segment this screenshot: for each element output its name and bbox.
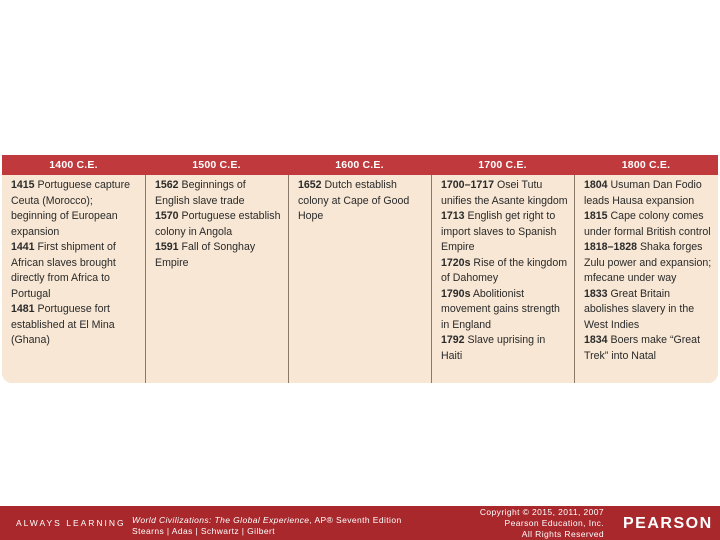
footer-bar [0,506,720,540]
entry-text: Fall of Songhay Empire [155,241,256,269]
entry-text: Cape colony comes under formal British control [584,210,711,238]
timeline-entry [11,240,139,302]
entry-year: 1441 [11,241,35,253]
entry-text: Portuguese establish colony in Angola [155,210,281,238]
book-title: World Civilizations: The Global Experience [132,515,310,525]
entry-year: 1562 [155,179,179,191]
century-heading-1600: 1600 C.E. [335,159,384,171]
timeline-body [2,175,718,383]
timeline-entry [441,178,568,209]
entry-text: Beginnings of English slave trade [155,179,246,207]
entry-year: 1481 [11,303,35,315]
timeline-column-1600 [288,175,431,383]
entry-year: 1570 [155,210,179,222]
entry-year: 1792 [441,334,465,346]
entry-year: 1815 [584,210,608,222]
copyright-line: All Rights Reserved [521,529,604,539]
entry-year: 1818–1828 [584,241,638,253]
timeline-entry [11,178,139,240]
entry-text: Rise of the kingdom of Dahomey [441,256,568,284]
pearson-logo: PEARSON [623,515,713,532]
timeline-column-1700 [431,175,574,383]
entry-text: Dutch establish colony at Cape of Good Hope [298,179,410,222]
entry-year: 1652 [298,179,322,191]
century-heading-1700: 1700 C.E. [478,159,527,171]
timeline-entry [441,256,568,287]
entry-text: Usuman Dan Fodio leads Hausa expansion [584,179,702,207]
entry-year: 1790s [441,287,471,300]
entry-year: 1700–1717 [441,179,495,191]
entry-year: 1415 [11,179,35,191]
timeline-entry [155,178,282,209]
century-heading-1400: 1400 C.E. [49,159,98,171]
timeline-header-row [2,155,718,175]
timeline-entry [155,209,282,240]
book-citation [132,515,402,537]
entry-year: 1591 [155,241,179,253]
timeline-table [2,155,718,383]
entry-year: 1720s [441,256,471,269]
century-heading-1800: 1800 C.E. [621,159,671,171]
copyright-line: Pearson Education, Inc. [504,518,604,528]
entry-text: Boers make “Great Trek” into Natal [584,334,701,362]
timeline-entry [584,240,712,287]
entry-text: English get right to import slaves to Spanish Empire [441,210,557,253]
entry-year: 1833 [584,287,608,300]
timeline-entry [441,287,568,334]
timeline-entry [584,178,712,209]
timeline-entry [155,240,282,271]
always-learning-tagline: ALWAYS LEARNING [16,518,126,528]
book-edition: , AP® Seventh Edition [309,515,402,525]
timeline-entry [584,287,712,334]
entry-text: First shipment of African slaves brought directly from Africa to Portugal [11,241,116,300]
entry-year: 1713 [441,210,465,222]
timeline-entry [11,302,139,349]
entry-text: Abolitionist movement gains strength in England [441,287,560,331]
entry-text: Great Britain abolishes slavery in the West Indies [584,287,695,331]
entry-text: Portuguese capture Ceuta (Morocco); beginning of European expansion [11,179,130,238]
entry-text: Slave uprising in Haiti [441,334,546,362]
entry-text: Osei Tutu unifies the Asante kingdom [441,179,568,207]
timeline-entry [584,209,712,240]
entry-text: Shaka forges Zulu power and expansion; mfecane under way [584,241,712,284]
timeline-column-1500 [145,175,288,383]
copyright-notice [440,507,604,540]
timeline-column-1800 [574,175,718,383]
timeline-entry [441,333,568,364]
timeline-column-1400 [2,175,145,383]
entry-year: 1834 [584,334,608,346]
timeline-entry [441,209,568,256]
entry-text: Portuguese fort established at El Mina (Ghana) [11,303,115,346]
timeline-entry [298,178,425,225]
century-heading-1500: 1500 C.E. [192,159,241,171]
book-authors: Stearns | Adas | Schwartz | Gilbert [132,526,275,536]
timeline-entry [584,333,712,364]
copyright-line: Copyright © 2015, 2011, 2007 [479,507,604,517]
entry-year: 1804 [584,179,608,191]
